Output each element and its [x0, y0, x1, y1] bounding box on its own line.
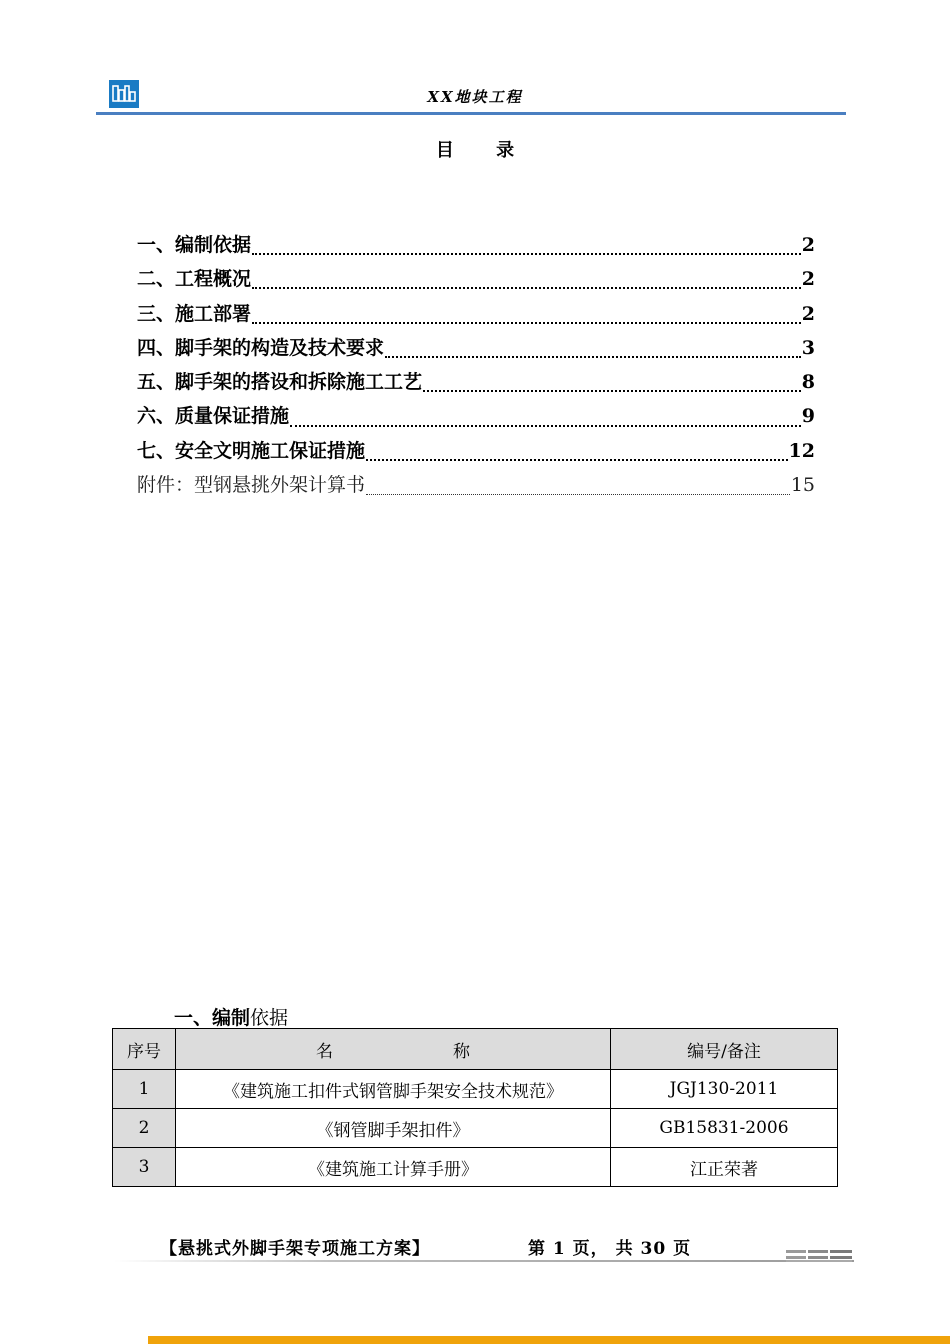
cell-idx: 1	[113, 1070, 176, 1109]
toc-entry-label: 五、脚手架的搭设和拆除施工工艺	[137, 371, 423, 394]
toc-leader-dots	[290, 425, 801, 427]
toc-leader-dots	[366, 459, 788, 461]
cell-name: 《建筑施工计算手册》	[176, 1148, 611, 1187]
toc-leader-dots	[423, 390, 801, 392]
cell-idx: 3	[113, 1148, 176, 1187]
toc-entry-page: 2	[801, 302, 815, 325]
header-note: 编号/备注	[611, 1029, 838, 1070]
basis-table	[112, 1028, 838, 1187]
toc-leader-dots	[385, 356, 801, 358]
toc-entry-label: 三、施工部署	[137, 302, 252, 325]
toc-entry[interactable]	[137, 434, 815, 468]
toc-entry-page: 2	[801, 234, 815, 256]
cell-note: 江正荣著	[611, 1148, 838, 1187]
toc-leader-dots	[366, 494, 790, 495]
cell-name: 《建筑施工扣件式钢管脚手架安全技术规范》	[176, 1070, 611, 1109]
cell-note: JGJ130-2011	[611, 1070, 838, 1109]
toc-entry-label: 附件：型钢悬挑外架计算书	[137, 474, 366, 497]
toc-entry-page: 9	[801, 405, 815, 428]
header-name	[176, 1029, 611, 1070]
bottom-accent-bar	[148, 1336, 950, 1344]
footer-stripes-icon	[786, 1247, 854, 1263]
toc-entry[interactable]	[137, 399, 815, 433]
section-heading-rest: 依据	[250, 1007, 289, 1029]
toc-entry-page: 15	[790, 474, 815, 497]
header-name-left: 名	[316, 1041, 333, 1062]
toc-leader-dots	[252, 253, 801, 255]
section-heading	[174, 1003, 288, 1030]
toc-entry[interactable]	[137, 331, 815, 365]
toc-entry[interactable]	[137, 468, 815, 502]
cell-name: 《钢管脚手架扣件》	[176, 1109, 611, 1148]
toc-entry-label: 二、工程概况	[137, 268, 252, 291]
toc-entry-label: 六、质量保证措施	[137, 405, 290, 428]
table-row	[113, 1148, 838, 1187]
table-row	[113, 1070, 838, 1109]
table-header-row	[113, 1029, 838, 1070]
header-idx: 序号	[113, 1029, 176, 1070]
toc-title: 目 录	[435, 140, 533, 161]
toc-leader-dots	[252, 287, 801, 289]
toc-entry-page: 8	[801, 371, 815, 394]
table-row	[113, 1109, 838, 1148]
table-of-contents	[137, 228, 815, 502]
toc-entry-label: 七、安全文明施工保证措施	[137, 439, 366, 462]
header-name-right: 称	[453, 1041, 470, 1062]
footer-doc-title: 【悬挑式外脚手架专项施工方案】	[160, 1239, 430, 1259]
header-title: XX地块工程	[427, 88, 523, 106]
toc-entry-label: 一、编制依据	[137, 234, 252, 256]
toc-entry[interactable]	[137, 228, 815, 262]
footer-rule	[114, 1260, 854, 1262]
toc-leader-dots	[252, 322, 801, 324]
toc-entry[interactable]	[137, 297, 815, 331]
toc-entry[interactable]	[137, 262, 815, 296]
toc-entry-page: 3	[801, 336, 815, 359]
cell-idx: 2	[113, 1109, 176, 1148]
toc-entry-page: 2	[801, 268, 815, 291]
cell-note: GB15831-2006	[611, 1109, 838, 1148]
toc-entry[interactable]	[137, 365, 815, 399]
header-rule	[96, 112, 846, 115]
section-heading-bold: 一、编制	[174, 1007, 251, 1029]
toc-entry-label: 四、脚手架的构造及技术要求	[137, 336, 385, 359]
footer-page-info: 第 1 页， 共 30 页	[528, 1239, 692, 1259]
toc-entry-page: 12	[788, 439, 815, 462]
